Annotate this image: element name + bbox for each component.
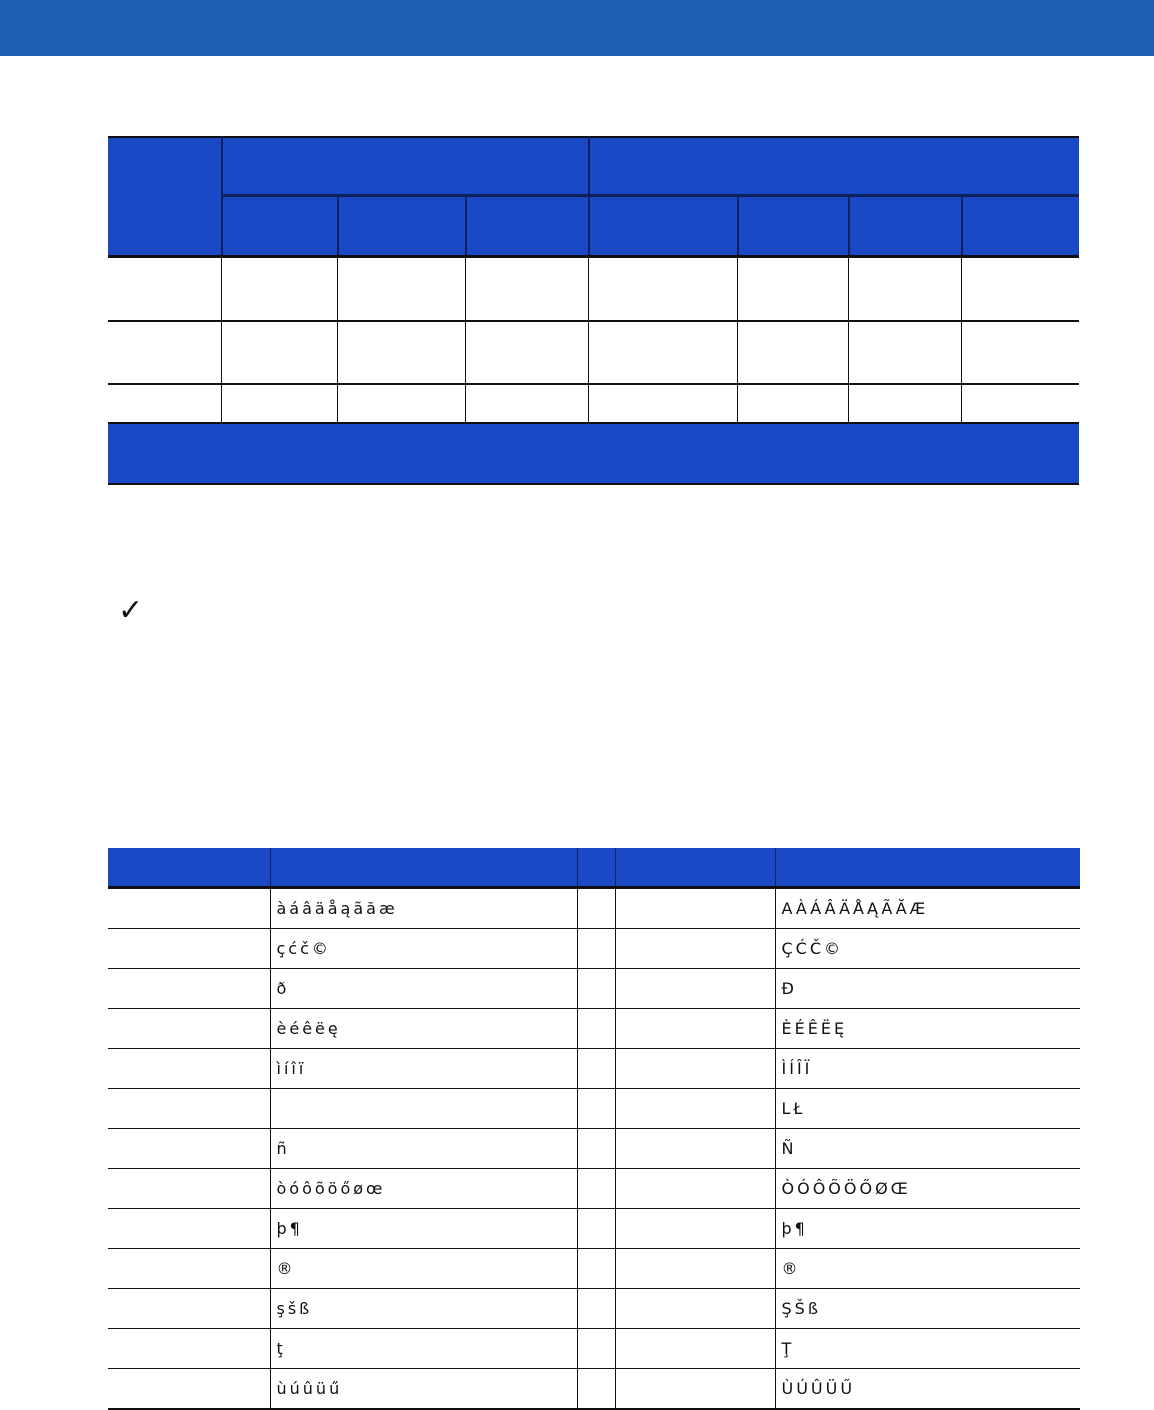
lowercase-chars-cell: ţ (270, 1329, 577, 1369)
table-row (108, 1049, 1080, 1089)
table-row (108, 1249, 1080, 1289)
table-row (108, 1209, 1080, 1249)
lowercase-chars-cell: ð (270, 969, 577, 1009)
upper-table-header-left (108, 196, 222, 256)
table-row (108, 888, 1080, 929)
upper-table-header-divider (588, 136, 590, 256)
key-cell (108, 1009, 270, 1049)
upper-table-header-divider (337, 196, 339, 256)
key-cell (108, 1369, 270, 1410)
spacer-cell (577, 1049, 615, 1089)
lowercase-chars-cell: şšß (270, 1289, 577, 1329)
uppercase-chars-cell: ÙÚÛÜŰ (775, 1369, 1080, 1410)
table-row (108, 1169, 1080, 1209)
upper-table-header-separator (222, 194, 1079, 197)
key-cell (615, 929, 775, 969)
upper-table-col-rule (337, 258, 338, 423)
spacer-cell (577, 1329, 615, 1369)
key-cell (615, 969, 775, 1009)
uppercase-chars-cell: AÀÁÂÄÅĄÃĂÆ (775, 888, 1080, 929)
header-cell (615, 848, 775, 888)
page-header-bar (0, 0, 1154, 56)
key-cell (615, 1329, 775, 1369)
lowercase-chars-cell: àáâäåąãăæ (270, 888, 577, 929)
lowercase-chars-cell: òóôõöőøœ (270, 1169, 577, 1209)
lowercase-chars-cell: èéêëę (270, 1009, 577, 1049)
key-cell (615, 888, 775, 929)
table-row (108, 1129, 1080, 1169)
uppercase-chars-cell: Ţ (775, 1329, 1080, 1369)
uppercase-chars-cell: ÌÍÎÏ (775, 1049, 1080, 1089)
upper-table-header-divider (221, 136, 223, 256)
key-cell (615, 1169, 775, 1209)
uppercase-chars-cell: ÒÓÔÕÖŐØŒ (775, 1169, 1080, 1209)
upper-table-col-rule (465, 258, 466, 423)
upper-table-col-rule (588, 258, 589, 423)
table-row (108, 1009, 1080, 1049)
table-row (108, 1089, 1080, 1129)
key-cell (108, 1129, 270, 1169)
header-cell (270, 848, 577, 888)
uppercase-chars-cell: ÇĆČ© (775, 929, 1080, 969)
spacer-cell (577, 1249, 615, 1289)
check-mark-icon: ✓ (118, 593, 144, 628)
character-table-header (108, 848, 1080, 888)
upper-table-header-rule (108, 255, 1079, 258)
key-cell (108, 888, 270, 929)
upper-table-bottom-rule (108, 483, 1079, 485)
lowercase-chars-cell: ìíîï (270, 1049, 577, 1089)
key-cell (108, 1169, 270, 1209)
header-cell (577, 848, 615, 888)
uppercase-chars-cell: ÈÉÊËĘ (775, 1009, 1080, 1049)
uppercase-chars-cell: ® (775, 1249, 1080, 1289)
header-cell (775, 848, 1080, 888)
table-row (108, 1369, 1080, 1410)
key-cell (108, 1049, 270, 1089)
key-cell (615, 1009, 775, 1049)
spacer-cell (577, 888, 615, 929)
key-cell (108, 1249, 270, 1289)
upper-table (108, 136, 1079, 486)
key-cell (108, 1289, 270, 1329)
upper-table-header-row-2 (222, 196, 1079, 256)
upper-table-header-divider (848, 196, 850, 256)
uppercase-chars-cell: þ¶ (775, 1209, 1080, 1249)
lowercase-chars-cell: ñ (270, 1129, 577, 1169)
table-row (108, 969, 1080, 1009)
spacer-cell (577, 1089, 615, 1129)
header-cell (108, 848, 270, 888)
key-cell (615, 1369, 775, 1410)
spacer-cell (577, 1369, 615, 1410)
upper-table-header-divider (961, 196, 963, 256)
spacer-cell (577, 1009, 615, 1049)
upper-table-row-rule (108, 383, 1079, 385)
uppercase-chars-cell: Đ (775, 969, 1080, 1009)
upper-table-col-rule (848, 258, 849, 423)
key-cell (108, 1329, 270, 1369)
table-row (108, 929, 1080, 969)
spacer-cell (577, 1129, 615, 1169)
key-cell (615, 1209, 775, 1249)
key-cell (615, 1289, 775, 1329)
uppercase-chars-cell: Ñ (775, 1129, 1080, 1169)
upper-table-header-divider (737, 196, 739, 256)
table-row (108, 1329, 1080, 1369)
spacer-cell (577, 929, 615, 969)
upper-table-header-row-1 (108, 136, 1079, 196)
uppercase-chars-cell: LŁ (775, 1089, 1080, 1129)
table-row (108, 1289, 1080, 1329)
upper-table-col-rule (221, 258, 222, 423)
lowercase-chars-cell: þ¶ (270, 1209, 577, 1249)
uppercase-chars-cell: ŞŠß (775, 1289, 1080, 1329)
key-cell (615, 1049, 775, 1089)
key-cell (108, 929, 270, 969)
spacer-cell (577, 1209, 615, 1249)
spacer-cell (577, 969, 615, 1009)
upper-table-top-rule (108, 136, 1079, 138)
character-table (108, 848, 1080, 1410)
lowercase-chars-cell (270, 1089, 577, 1129)
upper-table-header-divider (465, 196, 467, 256)
key-cell (615, 1249, 775, 1289)
spacer-cell (577, 1169, 615, 1209)
upper-table-col-rule (961, 258, 962, 423)
lowercase-chars-cell: ® (270, 1249, 577, 1289)
lowercase-chars-cell: ùúûüű (270, 1369, 577, 1410)
key-cell (615, 1129, 775, 1169)
lowercase-chars-cell: çćč© (270, 929, 577, 969)
key-cell (108, 1209, 270, 1249)
key-cell (615, 1089, 775, 1129)
key-cell (108, 969, 270, 1009)
upper-table-row-rule (108, 320, 1079, 322)
upper-table-footer-band (108, 424, 1079, 484)
spacer-cell (577, 1289, 615, 1329)
key-cell (108, 1089, 270, 1129)
upper-table-col-rule (737, 258, 738, 423)
